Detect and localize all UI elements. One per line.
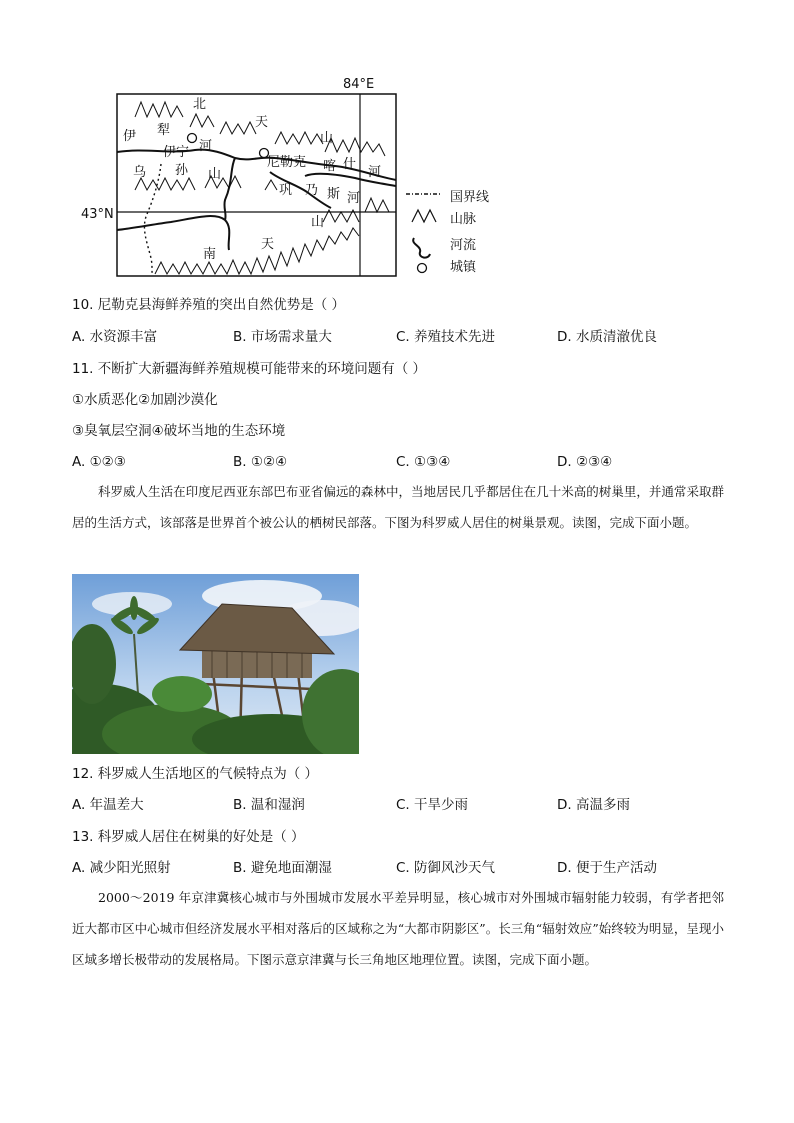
q10-option-c[interactable]: C. 养殖技术先进	[396, 329, 496, 345]
svg-text:河: 河	[199, 139, 213, 154]
korowai-passage: 科罗威人生活在印度尼西亚东部巴布亚省偏远的森林中，当地居民几乎都居住在几十米高的树巢里，并通常采取群居的生活方式，该部落是世界首个被公认的栖树民部落。下图为科罗威人居住的树巢景观。读图，完成下面小题。	[72, 484, 724, 530]
q12-option-b[interactable]: B. 温和湿润	[233, 797, 305, 813]
svg-text:南: 南	[203, 247, 217, 262]
q12-option-d[interactable]: D. 高温多雨	[557, 797, 630, 813]
q13-option-a[interactable]: A. 减少阳光照射	[72, 860, 171, 876]
q12-stem: 12. 科罗威人生活地区的气候特点为（ ）	[72, 766, 319, 782]
place-labels	[123, 97, 381, 262]
legend-mountain-label: 山脉	[450, 212, 477, 227]
svg-text:巩: 巩	[279, 183, 293, 198]
svg-text:乌: 乌	[133, 165, 147, 180]
mountain-icon	[412, 210, 436, 222]
svg-text:天: 天	[255, 115, 269, 130]
q10-option-a[interactable]: A. 水资源丰富	[72, 329, 158, 345]
q11-stem: 11. 不断扩大新疆海鲜养殖规模可能带来的环境问题有（ ）	[72, 361, 427, 377]
q10-stem: 10. 尼勒克县海鲜养殖的突出自然优势是（ ）	[72, 297, 346, 313]
town-icon	[418, 264, 427, 273]
svg-text:尼勒克: 尼勒克	[267, 155, 307, 170]
svg-text:乃: 乃	[305, 183, 319, 198]
q10-option-b[interactable]: B. 市场需求量大	[233, 329, 332, 345]
treehouse-photo	[72, 574, 359, 754]
svg-text:伊宁: 伊宁	[163, 145, 190, 160]
q11-items-line2: ③臭氧层空洞④破坏当地的生态环境	[72, 423, 286, 439]
svg-text:伊: 伊	[123, 129, 137, 144]
q13-option-b[interactable]: B. 避免地面潮湿	[233, 860, 332, 876]
svg-text:山: 山	[311, 215, 325, 230]
longitude-label: 84°E	[343, 77, 375, 92]
svg-text:什: 什	[343, 157, 357, 172]
legend-boundary-label: 国界线	[450, 190, 490, 205]
q12-option-a[interactable]: A. 年温差大	[72, 797, 144, 813]
yining-town-icon	[188, 134, 197, 143]
svg-text:孙: 孙	[175, 163, 189, 178]
q11-items-line1: ①水质恶化②加剧沙漠化	[72, 392, 218, 408]
river-icon	[413, 238, 430, 258]
map-legend	[404, 182, 514, 275]
svg-text:山: 山	[208, 167, 222, 182]
legend-town-label: 城镇	[450, 260, 477, 275]
svg-text:犁: 犁	[157, 123, 171, 138]
svg-text:河: 河	[368, 165, 382, 180]
svg-text:天: 天	[261, 237, 275, 252]
svg-text:喀: 喀	[323, 159, 337, 174]
q13-option-c[interactable]: C. 防御风沙天气	[396, 860, 496, 876]
q13-stem: 13. 科罗威人居住在树巢的好处是（ ）	[72, 829, 305, 845]
latitude-label: 43°N	[81, 207, 114, 222]
q12-option-c[interactable]: C. 干旱少雨	[396, 797, 469, 813]
legend-icons	[404, 186, 444, 276]
q11-option-d[interactable]: D. ②③④	[557, 454, 613, 470]
jingjinji-passage: 2000～2019 年京津冀核心城市与外围城市发展水平差异明显，核心城市对外围城市辐射能力较弱，有学者把邻近大都市区中心城市但经济发展水平相对落后的区域称之为“大都市阴影区”。长三角“辐射效应”始终较为明显，呈现小区域多增长极带动的发展格局。下图示意京津冀与长三角地区地理位置。读图，完成下面小题。	[72, 890, 724, 967]
legend-river-label: 河流	[450, 238, 477, 253]
q11-option-c[interactable]: C. ①③④	[396, 454, 451, 470]
q10-option-d[interactable]: D. 水质清澈优良	[557, 329, 657, 345]
svg-text:斯: 斯	[327, 187, 341, 202]
q11-option-b[interactable]: B. ①②④	[233, 454, 288, 470]
svg-text:河: 河	[347, 191, 361, 206]
q11-option-a[interactable]: A. ①②③	[72, 454, 126, 470]
svg-text:山: 山	[320, 131, 334, 146]
q13-option-d[interactable]: D. 便于生产活动	[557, 860, 657, 876]
svg-text:北: 北	[193, 97, 207, 112]
